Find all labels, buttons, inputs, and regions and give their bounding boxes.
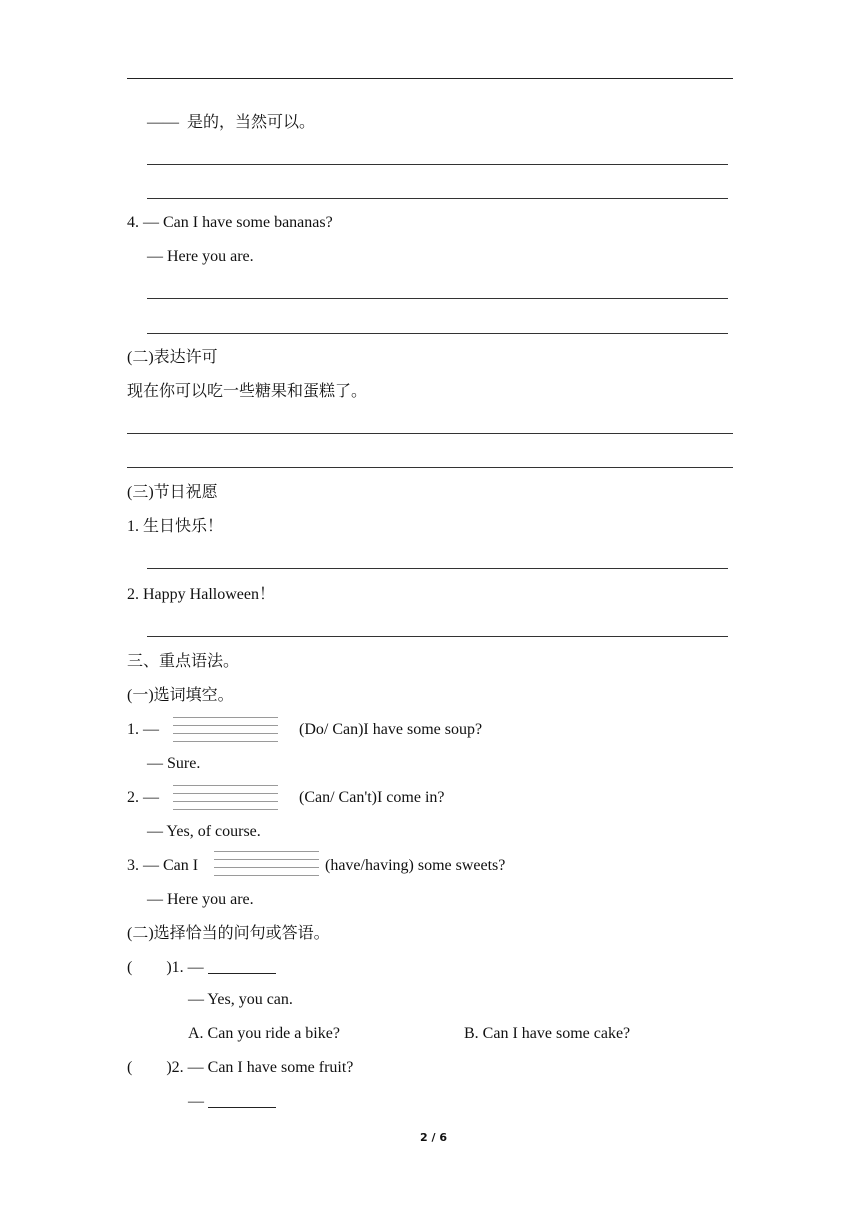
answer-4: — Here you are.	[147, 248, 254, 265]
section-heading-greetings: (三)节日祝愿	[127, 484, 218, 501]
grammar-q1-prefix: 1. —	[127, 721, 159, 738]
page-number: 2 / 6	[420, 1131, 447, 1144]
writing-line[interactable]	[147, 198, 728, 199]
answer-blank[interactable]	[208, 959, 276, 974]
grammar-q2-options: (Can/ Can't)I come in?	[299, 789, 445, 806]
header-rule	[127, 78, 733, 79]
choose-q1-option-b: B. Can I have some cake?	[464, 1025, 631, 1042]
grammar-q1-options: (Do/ Can)I have some soup?	[299, 721, 483, 738]
permission-prompt: 现在你可以吃一些糖果和蛋糕了。	[127, 383, 368, 400]
choose-q2-reply: —	[188, 1092, 276, 1112]
greeting-item-1: 1. 生日快乐！	[127, 518, 224, 535]
blank-input[interactable]	[214, 851, 319, 883]
answer-text: 是的，当然可以。	[187, 114, 316, 131]
choose-q2: ( )2. — Can I have some fruit?	[127, 1059, 354, 1076]
grammar-q2-prefix: 2. —	[127, 789, 159, 806]
answer-line	[147, 113, 315, 133]
writing-line[interactable]	[147, 333, 728, 334]
question-4: 4. — Can I have some bananas?	[127, 214, 333, 231]
choose-q1-reply: — Yes, you can.	[188, 991, 293, 1008]
greeting-item-2: 2. Happy Halloween！	[127, 586, 275, 603]
section-heading-grammar: 三、重点语法。	[127, 653, 240, 670]
grammar-q3-options: (have/having) some sweets?	[325, 857, 506, 874]
choose-q1-option-a: A. Can you ride a bike?	[188, 1025, 340, 1042]
answer-blank[interactable]	[208, 1093, 276, 1108]
grammar-q3-prefix: 3. — Can I	[127, 857, 199, 874]
writing-line[interactable]	[127, 467, 733, 468]
blank-input[interactable]	[173, 717, 278, 749]
dash: ——	[147, 114, 187, 131]
grammar-q2-reply: — Yes, of course.	[147, 823, 261, 840]
grammar-q1-reply: — Sure.	[147, 755, 201, 772]
writing-line[interactable]	[147, 164, 728, 165]
subheading-fill-blank: (一)选词填空。	[127, 687, 234, 704]
section-heading-choose: (二)选择恰当的问句或答语。	[127, 925, 330, 942]
choose-q1: ( )1. —	[127, 958, 276, 978]
writing-line[interactable]	[127, 433, 733, 434]
writing-line[interactable]	[147, 568, 728, 569]
blank-input[interactable]	[173, 785, 278, 817]
section-heading-permission: (二)表达许可	[127, 349, 218, 366]
writing-line[interactable]	[147, 298, 728, 299]
grammar-q3-reply: — Here you are.	[147, 891, 254, 908]
writing-line[interactable]	[147, 636, 728, 637]
